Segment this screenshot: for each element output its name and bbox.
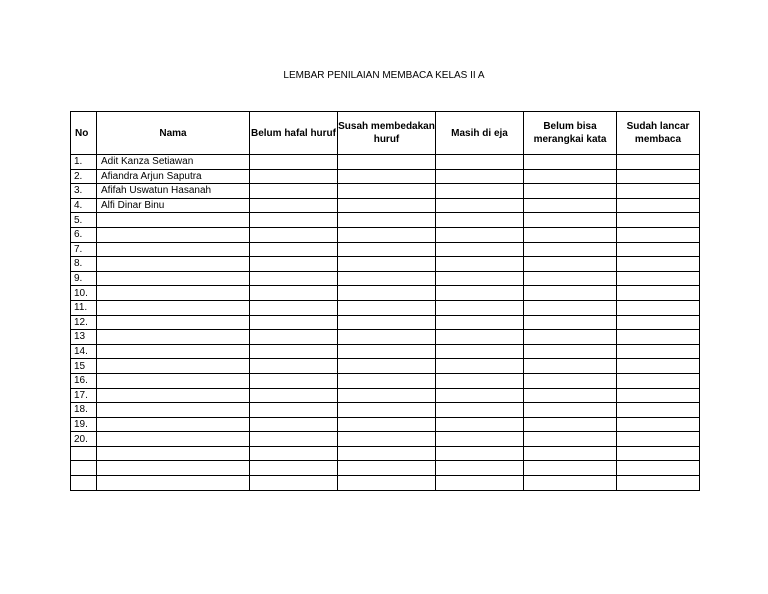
sudah-lancar-membaca-cell bbox=[617, 446, 700, 461]
belum-hafal-huruf-cell bbox=[250, 373, 338, 388]
belum-bisa-merangkai-kata-cell bbox=[524, 476, 617, 491]
student-name: Adit Kanza Setiawan bbox=[97, 155, 250, 170]
column-header-masih-di-eja: Masih di eja bbox=[436, 112, 524, 155]
row-number: 3. bbox=[71, 184, 97, 199]
student-name: Afiandra Arjun Saputra bbox=[97, 169, 250, 184]
student-name bbox=[97, 315, 250, 330]
student-name bbox=[97, 461, 250, 476]
table-row bbox=[71, 169, 700, 184]
susah-membedakan-huruf-cell bbox=[338, 271, 436, 286]
masih-di-eja-cell bbox=[436, 476, 524, 491]
sudah-lancar-membaca-cell bbox=[617, 432, 700, 447]
column-header-sudah-lancar-membaca: Sudah lancar membaca bbox=[617, 112, 700, 155]
masih-di-eja-cell bbox=[436, 359, 524, 374]
masih-di-eja-cell bbox=[436, 403, 524, 418]
row-number: 18. bbox=[71, 403, 97, 418]
sudah-lancar-membaca-cell bbox=[617, 242, 700, 257]
masih-di-eja-cell bbox=[436, 461, 524, 476]
susah-membedakan-huruf-cell bbox=[338, 315, 436, 330]
row-number: 11. bbox=[71, 300, 97, 315]
table-row bbox=[71, 403, 700, 418]
student-name bbox=[97, 432, 250, 447]
masih-di-eja-cell bbox=[436, 330, 524, 345]
belum-hafal-huruf-cell bbox=[250, 461, 338, 476]
row-number: 14. bbox=[71, 344, 97, 359]
student-name bbox=[97, 227, 250, 242]
masih-di-eja-cell bbox=[436, 286, 524, 301]
row-number: 20. bbox=[71, 432, 97, 447]
table-row bbox=[71, 432, 700, 447]
header-row bbox=[71, 112, 700, 155]
sudah-lancar-membaca-cell bbox=[617, 476, 700, 491]
belum-bisa-merangkai-kata-cell bbox=[524, 184, 617, 199]
table-row bbox=[71, 359, 700, 374]
belum-hafal-huruf-cell bbox=[250, 286, 338, 301]
masih-di-eja-cell bbox=[436, 315, 524, 330]
student-name: Afifah Uswatun Hasanah bbox=[97, 184, 250, 199]
belum-bisa-merangkai-kata-cell bbox=[524, 169, 617, 184]
susah-membedakan-huruf-cell bbox=[338, 403, 436, 418]
sudah-lancar-membaca-cell bbox=[617, 461, 700, 476]
sudah-lancar-membaca-cell bbox=[617, 271, 700, 286]
student-name bbox=[97, 213, 250, 228]
masih-di-eja-cell bbox=[436, 242, 524, 257]
sudah-lancar-membaca-cell bbox=[617, 257, 700, 272]
masih-di-eja-cell bbox=[436, 169, 524, 184]
table-row bbox=[71, 300, 700, 315]
table-row bbox=[71, 417, 700, 432]
belum-bisa-merangkai-kata-cell bbox=[524, 373, 617, 388]
susah-membedakan-huruf-cell bbox=[338, 476, 436, 491]
belum-bisa-merangkai-kata-cell bbox=[524, 446, 617, 461]
belum-bisa-merangkai-kata-cell bbox=[524, 359, 617, 374]
susah-membedakan-huruf-cell bbox=[338, 286, 436, 301]
row-number bbox=[71, 461, 97, 476]
table-row bbox=[71, 271, 700, 286]
page-title: LEMBAR PENILAIAN MEMBACA KELAS II A bbox=[283, 70, 485, 81]
belum-hafal-huruf-cell bbox=[250, 155, 338, 170]
student-name bbox=[97, 300, 250, 315]
belum-bisa-merangkai-kata-cell bbox=[524, 257, 617, 272]
belum-bisa-merangkai-kata-cell bbox=[524, 213, 617, 228]
belum-hafal-huruf-cell bbox=[250, 446, 338, 461]
sudah-lancar-membaca-cell bbox=[617, 213, 700, 228]
row-number: 5. bbox=[71, 213, 97, 228]
table-row bbox=[71, 344, 700, 359]
belum-hafal-huruf-cell bbox=[250, 257, 338, 272]
belum-bisa-merangkai-kata-cell bbox=[524, 330, 617, 345]
row-number: 13 bbox=[71, 330, 97, 345]
belum-bisa-merangkai-kata-cell bbox=[524, 417, 617, 432]
susah-membedakan-huruf-cell bbox=[338, 373, 436, 388]
belum-hafal-huruf-cell bbox=[250, 198, 338, 213]
column-header-no: No bbox=[71, 112, 97, 155]
susah-membedakan-huruf-cell bbox=[338, 184, 436, 199]
sudah-lancar-membaca-cell bbox=[617, 286, 700, 301]
susah-membedakan-huruf-cell bbox=[338, 432, 436, 447]
belum-hafal-huruf-cell bbox=[250, 330, 338, 345]
belum-hafal-huruf-cell bbox=[250, 344, 338, 359]
sudah-lancar-membaca-cell bbox=[617, 403, 700, 418]
sudah-lancar-membaca-cell bbox=[617, 344, 700, 359]
assessment-table bbox=[70, 111, 700, 491]
belum-hafal-huruf-cell bbox=[250, 300, 338, 315]
belum-hafal-huruf-cell bbox=[250, 213, 338, 228]
sudah-lancar-membaca-cell bbox=[617, 169, 700, 184]
susah-membedakan-huruf-cell bbox=[338, 330, 436, 345]
table-row bbox=[71, 315, 700, 330]
belum-hafal-huruf-cell bbox=[250, 227, 338, 242]
susah-membedakan-huruf-cell bbox=[338, 198, 436, 213]
sudah-lancar-membaca-cell bbox=[617, 227, 700, 242]
masih-di-eja-cell bbox=[436, 227, 524, 242]
row-number: 17. bbox=[71, 388, 97, 403]
column-header-susah-membedakan-huruf: Susah membedakan huruf bbox=[338, 112, 436, 155]
row-number: 16. bbox=[71, 373, 97, 388]
row-number: 4. bbox=[71, 198, 97, 213]
sudah-lancar-membaca-cell bbox=[617, 300, 700, 315]
belum-bisa-merangkai-kata-cell bbox=[524, 242, 617, 257]
belum-hafal-huruf-cell bbox=[250, 432, 338, 447]
table-row bbox=[71, 330, 700, 345]
belum-hafal-huruf-cell bbox=[250, 359, 338, 374]
susah-membedakan-huruf-cell bbox=[338, 242, 436, 257]
susah-membedakan-huruf-cell bbox=[338, 213, 436, 228]
student-name bbox=[97, 373, 250, 388]
masih-di-eja-cell bbox=[436, 198, 524, 213]
table-row bbox=[71, 242, 700, 257]
sudah-lancar-membaca-cell bbox=[617, 373, 700, 388]
susah-membedakan-huruf-cell bbox=[338, 344, 436, 359]
masih-di-eja-cell bbox=[436, 446, 524, 461]
belum-hafal-huruf-cell bbox=[250, 169, 338, 184]
belum-hafal-huruf-cell bbox=[250, 388, 338, 403]
student-name bbox=[97, 242, 250, 257]
column-header-belum-hafal-huruf: Belum hafal huruf bbox=[250, 112, 338, 155]
masih-di-eja-cell bbox=[436, 300, 524, 315]
belum-bisa-merangkai-kata-cell bbox=[524, 388, 617, 403]
masih-di-eja-cell bbox=[436, 432, 524, 447]
belum-bisa-merangkai-kata-cell bbox=[524, 155, 617, 170]
belum-hafal-huruf-cell bbox=[250, 271, 338, 286]
table-row bbox=[71, 257, 700, 272]
student-name bbox=[97, 344, 250, 359]
row-number: 8. bbox=[71, 257, 97, 272]
belum-bisa-merangkai-kata-cell bbox=[524, 344, 617, 359]
belum-bisa-merangkai-kata-cell bbox=[524, 461, 617, 476]
belum-hafal-huruf-cell bbox=[250, 184, 338, 199]
sudah-lancar-membaca-cell bbox=[617, 388, 700, 403]
masih-di-eja-cell bbox=[436, 388, 524, 403]
table-row bbox=[71, 184, 700, 199]
belum-bisa-merangkai-kata-cell bbox=[524, 271, 617, 286]
sudah-lancar-membaca-cell bbox=[617, 184, 700, 199]
belum-hafal-huruf-cell bbox=[250, 417, 338, 432]
belum-hafal-huruf-cell bbox=[250, 315, 338, 330]
student-name bbox=[97, 271, 250, 286]
row-number: 10. bbox=[71, 286, 97, 301]
belum-bisa-merangkai-kata-cell bbox=[524, 227, 617, 242]
belum-hafal-huruf-cell bbox=[250, 242, 338, 257]
sudah-lancar-membaca-cell bbox=[617, 315, 700, 330]
susah-membedakan-huruf-cell bbox=[338, 300, 436, 315]
belum-hafal-huruf-cell bbox=[250, 403, 338, 418]
belum-bisa-merangkai-kata-cell bbox=[524, 315, 617, 330]
sudah-lancar-membaca-cell bbox=[617, 198, 700, 213]
row-number: 7. bbox=[71, 242, 97, 257]
susah-membedakan-huruf-cell bbox=[338, 169, 436, 184]
table-row bbox=[71, 461, 700, 476]
masih-di-eja-cell bbox=[436, 213, 524, 228]
row-number: 1. bbox=[71, 155, 97, 170]
table-body bbox=[71, 155, 700, 491]
susah-membedakan-huruf-cell bbox=[338, 227, 436, 242]
student-name: Alfi Dinar Binu bbox=[97, 198, 250, 213]
row-number: 6. bbox=[71, 227, 97, 242]
belum-hafal-huruf-cell bbox=[250, 476, 338, 491]
row-number: 9. bbox=[71, 271, 97, 286]
row-number: 15 bbox=[71, 359, 97, 374]
susah-membedakan-huruf-cell bbox=[338, 461, 436, 476]
susah-membedakan-huruf-cell bbox=[338, 155, 436, 170]
masih-di-eja-cell bbox=[436, 373, 524, 388]
column-header-nama: Nama bbox=[97, 112, 250, 155]
susah-membedakan-huruf-cell bbox=[338, 388, 436, 403]
table-row bbox=[71, 286, 700, 301]
susah-membedakan-huruf-cell bbox=[338, 257, 436, 272]
sudah-lancar-membaca-cell bbox=[617, 330, 700, 345]
susah-membedakan-huruf-cell bbox=[338, 446, 436, 461]
belum-bisa-merangkai-kata-cell bbox=[524, 432, 617, 447]
masih-di-eja-cell bbox=[436, 344, 524, 359]
row-number: 2. bbox=[71, 169, 97, 184]
row-number: 19. bbox=[71, 417, 97, 432]
susah-membedakan-huruf-cell bbox=[338, 417, 436, 432]
belum-bisa-merangkai-kata-cell bbox=[524, 198, 617, 213]
susah-membedakan-huruf-cell bbox=[338, 359, 436, 374]
student-name bbox=[97, 330, 250, 345]
student-name bbox=[97, 257, 250, 272]
belum-bisa-merangkai-kata-cell bbox=[524, 286, 617, 301]
table-row bbox=[71, 227, 700, 242]
sudah-lancar-membaca-cell bbox=[617, 155, 700, 170]
masih-di-eja-cell bbox=[436, 257, 524, 272]
student-name bbox=[97, 359, 250, 374]
column-header-belum-bisa-merangkai-kata: Belum bisa merangkai kata bbox=[524, 112, 617, 155]
masih-di-eja-cell bbox=[436, 417, 524, 432]
student-name bbox=[97, 476, 250, 491]
table-row bbox=[71, 446, 700, 461]
table-row bbox=[71, 213, 700, 228]
row-number bbox=[71, 476, 97, 491]
student-name bbox=[97, 286, 250, 301]
table-row bbox=[71, 373, 700, 388]
table-row bbox=[71, 155, 700, 170]
row-number bbox=[71, 446, 97, 461]
table-row bbox=[71, 198, 700, 213]
belum-bisa-merangkai-kata-cell bbox=[524, 403, 617, 418]
masih-di-eja-cell bbox=[436, 271, 524, 286]
student-name bbox=[97, 446, 250, 461]
sudah-lancar-membaca-cell bbox=[617, 417, 700, 432]
belum-bisa-merangkai-kata-cell bbox=[524, 300, 617, 315]
student-name bbox=[97, 417, 250, 432]
row-number: 12. bbox=[71, 315, 97, 330]
table-row bbox=[71, 388, 700, 403]
student-name bbox=[97, 403, 250, 418]
student-name bbox=[97, 388, 250, 403]
masih-di-eja-cell bbox=[436, 184, 524, 199]
sudah-lancar-membaca-cell bbox=[617, 359, 700, 374]
masih-di-eja-cell bbox=[436, 155, 524, 170]
table-row bbox=[71, 476, 700, 491]
